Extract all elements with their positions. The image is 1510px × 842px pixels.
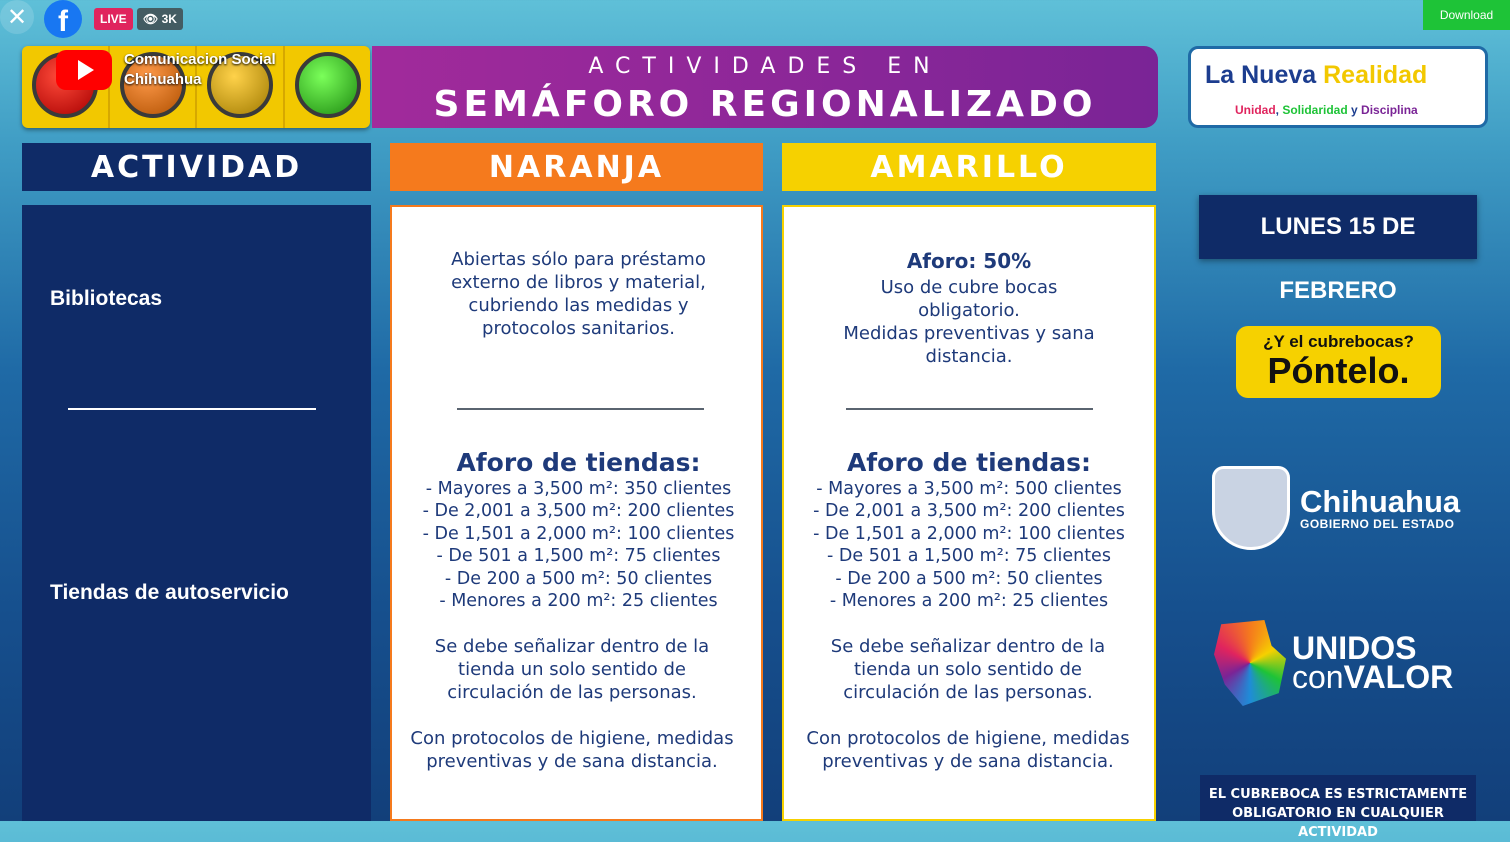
header-amarillo: AMARILLO xyxy=(782,143,1156,191)
naranja-senal-text: Se debe señalizar dentro de la tienda un solo sentido de circulación de las personas. xyxy=(434,636,710,703)
banner-subtitle: ACTIVIDADES EN xyxy=(588,54,942,79)
list-item: - Menores a 200 m²: 25 clientes xyxy=(439,591,718,612)
cubreboca-notice: EL CUBREBOCA ES ESTRICTAMENTE OBLIGATORIO EN CUALQUIER ACTIVIDAD xyxy=(1200,775,1476,821)
activity-bibliotecas: Bibliotecas xyxy=(50,287,163,310)
logo-sep-2: y xyxy=(1347,103,1362,117)
eye-icon: 👁 xyxy=(143,12,162,26)
viewer-count-value: 3K xyxy=(161,12,177,26)
pontelo-question: ¿Y el cubrebocas? xyxy=(1263,332,1414,351)
state-map-icon xyxy=(1214,620,1286,706)
gobierno-text: GOBIERNO DEL ESTADO xyxy=(1300,517,1455,531)
list-item: - De 200 a 500 m²: 50 clientes xyxy=(444,568,713,589)
amarillo-aforo-list xyxy=(782,478,1156,612)
amarillo-divider xyxy=(846,408,1093,410)
state-shield-icon xyxy=(1212,466,1290,550)
header-actividad: ACTIVIDAD xyxy=(22,143,371,191)
amarillo-aforo-title: Aforo de tiendas: xyxy=(846,448,1092,477)
divider xyxy=(68,408,316,410)
logo-sub-b: Solidaridad xyxy=(1282,103,1348,117)
logo-title-a: La Nueva xyxy=(1205,61,1324,89)
activity-tiendas: Tiendas de autoservicio xyxy=(50,581,289,604)
list-item: - De 501 a 1,500 m²: 75 clientes xyxy=(436,546,721,567)
list-item: - Menores a 200 m²: 25 clientes xyxy=(829,591,1109,612)
channel-name[interactable]: Comunicacion Social Chihuahua xyxy=(124,51,276,88)
naranja-protocolos-text: Con protocolos de higiene, medidas preventivas y de sana distancia. xyxy=(410,728,734,772)
con-valor-text xyxy=(1292,659,1454,695)
amarillo-protocolos-text: Con protocolos de higiene, medidas preventivas y de sana distancia. xyxy=(806,728,1130,772)
chihuahua-logo-text: Chihuahua xyxy=(1300,484,1461,519)
naranja-aforo-title: Aforo de tiendas: xyxy=(456,448,701,477)
unidos-text: UNIDOS xyxy=(1292,630,1417,666)
list-item: - Mayores a 3,500 m²: 350 clientes xyxy=(425,479,732,499)
amarillo-senal-text: Se debe señalizar dentro de la tienda un solo sentido de circulación de las personas. xyxy=(830,636,1106,703)
con-text: con xyxy=(1292,659,1344,695)
title-banner xyxy=(372,46,1158,128)
download-button[interactable]: Download xyxy=(1423,0,1510,30)
list-item: - De 2,001 a 3,500 m²: 200 clientes xyxy=(422,501,735,522)
light-green xyxy=(285,46,371,128)
play-icon xyxy=(78,60,94,80)
logo-sep-1: , xyxy=(1275,103,1283,117)
list-item: - De 2,001 a 3,500 m²: 200 clientes xyxy=(813,501,1125,522)
viewer-count xyxy=(137,8,183,30)
list-item: - De 1,501 a 2,000 m²: 100 clientes xyxy=(813,523,1125,544)
header-naranja: NARANJA xyxy=(390,143,763,191)
facebook-icon[interactable]: f xyxy=(44,0,82,38)
live-badge: LIVE xyxy=(94,8,133,30)
banner-title: SEMÁFORO REGIONALIZADO xyxy=(433,84,1097,125)
list-item: - Mayores a 3,500 m²: 500 clientes xyxy=(816,479,1122,499)
amarillo-aforo-pct: Aforo: 50% xyxy=(906,249,1032,273)
logo-title-b: Realidad xyxy=(1323,61,1428,89)
logo-sub-c: Disciplina xyxy=(1361,103,1418,117)
date-label: LUNES 15 DE FEBRERO xyxy=(1199,195,1477,259)
list-item: - De 1,501 a 2,000 m²: 100 clientes xyxy=(422,523,735,544)
valor-text: VALOR xyxy=(1343,659,1454,695)
naranja-aforo-list xyxy=(392,478,765,612)
naranja-divider xyxy=(457,408,704,410)
logo-sub-a: Unidad xyxy=(1235,103,1276,117)
list-item: - De 200 a 500 m²: 50 clientes xyxy=(835,568,1103,589)
close-icon[interactable]: ✕ xyxy=(0,0,34,34)
list-item: - De 501 a 1,500 m²: 75 clientes xyxy=(827,546,1111,567)
amarillo-bibliotecas-text: Uso de cubre bocas obligatorio. Medidas preventivas y sana distancia. xyxy=(843,277,1095,367)
pontelo-text: Póntelo. xyxy=(1267,350,1410,391)
la-nueva-realidad-logo xyxy=(1188,46,1488,128)
pontelo-badge xyxy=(1236,326,1441,398)
naranja-bibliotecas-text: Abiertas sólo para préstamo externo de libros y material, cubriendo las medidas y protocolos sanitarios. xyxy=(451,249,706,339)
